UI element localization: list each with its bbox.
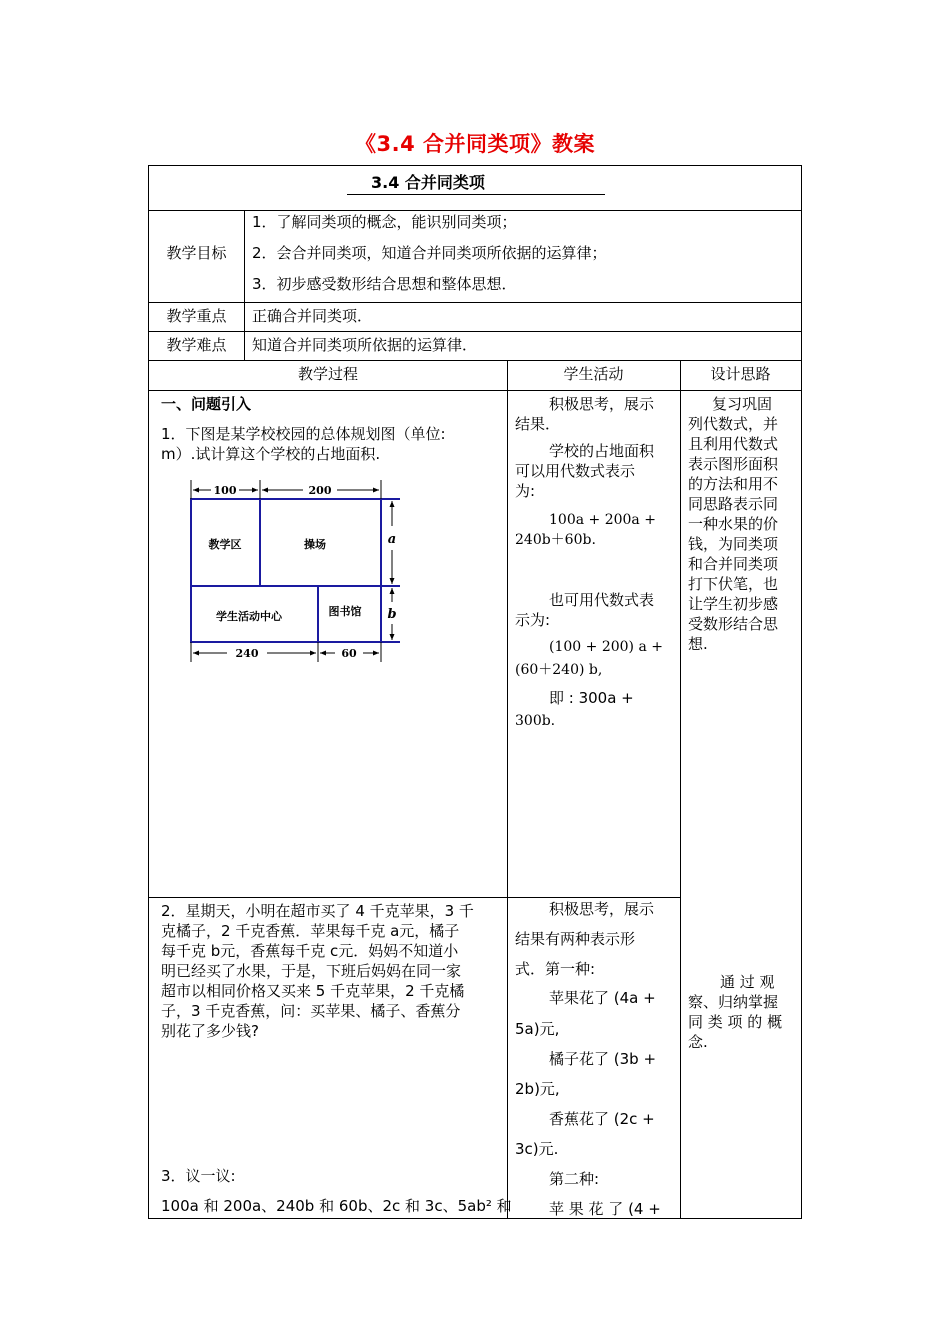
- divider: [680, 360, 681, 1218]
- difficulty-label: 教学难点: [166, 336, 227, 354]
- divider: [149, 360, 801, 361]
- student-text: 也可用代数式表: [549, 591, 655, 609]
- question-3-terms: 100a 和 200a、240b 和 60b、2c 和 3c、5ab² 和: [161, 1197, 512, 1215]
- question-1-line-1: 1．下图是某学校校园的总体规划图（单位:: [161, 425, 446, 443]
- lesson-plan-table: [148, 165, 802, 1219]
- question-2-line: 明已经买了水果，于是，下班后妈妈在同一家: [161, 962, 462, 980]
- student-text: 示为:: [515, 611, 551, 629]
- region-library: 图书馆: [328, 605, 362, 618]
- design-text: 的方法和用不: [688, 475, 779, 493]
- column-header-process: 教学过程: [297, 365, 358, 383]
- objective-1: 1．了解同类项的概念，能识别同类项；: [252, 213, 517, 231]
- student-text: 香蕉花了 (2c +: [549, 1110, 655, 1128]
- design-text: 通 过 观: [720, 973, 775, 991]
- header-band-title: 3.4 合并同类项: [371, 173, 485, 192]
- student-formula: 即 : 300a +: [549, 689, 634, 707]
- divider: [149, 210, 801, 211]
- student-formula: (60＋240) b,: [515, 662, 603, 678]
- design-text: 察、归纳掌握: [688, 993, 779, 1011]
- student-text: 积极思考，展示: [549, 395, 655, 413]
- student-text: 5a)元,: [515, 1020, 560, 1038]
- question-2-line: 2．星期天，小明在超市买了 4 千克苹果，3 千: [161, 902, 474, 920]
- dimension-label-240: 240: [235, 647, 259, 660]
- question-2-line: 别花了多少钱?: [161, 1022, 259, 1040]
- student-text: 式．第一种:: [515, 960, 596, 978]
- focus-text: 正确合并同类项．: [252, 307, 373, 325]
- divider: [149, 302, 801, 303]
- dimension-label-200: 200: [308, 484, 332, 497]
- section-heading: 一、问题引入: [161, 395, 252, 413]
- design-text: 受数形结合思: [688, 615, 779, 633]
- divider: [149, 331, 801, 332]
- student-text: 3c)元.: [515, 1140, 559, 1158]
- design-text: 同 类 项 的 概: [688, 1013, 783, 1031]
- design-text: 复习巩固: [712, 395, 773, 413]
- dimension-label-a: a: [387, 532, 397, 547]
- question-2-line: 子，3 千克香蕉，问：买苹果、橘子、香蕉分: [161, 1002, 461, 1020]
- divider: [149, 897, 680, 898]
- design-text: 钱，为同类项: [688, 535, 779, 553]
- dimension-label-b: b: [387, 607, 397, 622]
- campus-plan-diagram: [185, 478, 409, 664]
- student-formula: (100 + 200) a +: [549, 639, 663, 655]
- difficulty-text: 知道合并同类项所依据的运算律．: [252, 336, 478, 354]
- design-text: 念.: [688, 1033, 708, 1051]
- page-title: 《3.4 合并同类项》教案: [354, 132, 595, 156]
- student-text: 橘子花了 (3b +: [549, 1050, 657, 1068]
- student-formula: 100a + 200a +: [549, 512, 656, 528]
- column-header-student: 学生活动: [563, 365, 624, 383]
- dimension-label-100: 100: [213, 484, 237, 497]
- header-band-underline: [347, 194, 605, 195]
- student-text: 结果有两种表示形: [515, 930, 636, 948]
- region-activity-center: 学生活动中心: [216, 610, 282, 623]
- question-1-line-2: m）.试计算这个学校的占地面积.: [161, 445, 381, 463]
- design-text: 列代数式，并: [688, 415, 779, 433]
- student-text: 可以用代数式表示: [515, 462, 636, 480]
- divider: [244, 210, 245, 360]
- divider: [507, 360, 508, 1218]
- student-text: 苹果花了 (4a +: [549, 989, 656, 1007]
- objectives-label: 教学目标: [166, 244, 227, 262]
- student-text: 2b)元,: [515, 1080, 560, 1098]
- objective-3: 3．初步感受数形结合思想和整体思想．: [252, 275, 517, 293]
- question-2-line: 每千克 b元，香蕉每千克 c元．妈妈不知道小: [161, 942, 459, 960]
- column-header-design: 设计思路: [710, 365, 771, 383]
- focus-label: 教学重点: [166, 307, 227, 325]
- design-text: 一种水果的价: [688, 515, 779, 533]
- dimension-label-60: 60: [341, 647, 357, 660]
- student-formula: 300b.: [515, 713, 556, 729]
- design-text: 让学生初步感: [688, 595, 779, 613]
- design-text: 表示图形面积: [688, 455, 779, 473]
- question-2-line: 克橘子，2 千克香蕉．苹果每千克 a元，橘子: [161, 922, 460, 940]
- question-3-heading: 3．议一议:: [161, 1167, 236, 1185]
- student-text: 为:: [515, 482, 536, 500]
- design-text: 且利用代数式: [688, 435, 779, 453]
- design-text: 和合并同类项: [688, 555, 779, 573]
- student-formula: 240b＋60b.: [515, 532, 596, 548]
- design-text: 同思路表示同: [688, 495, 779, 513]
- region-teaching-area: 教学区: [208, 538, 242, 551]
- student-text: 第二种:: [549, 1170, 600, 1188]
- question-2-line: 超市以相同价格又买来 5 千克苹果，2 千克橘: [161, 982, 465, 1000]
- divider: [149, 390, 801, 391]
- student-text: 结果．: [515, 415, 561, 433]
- design-text: 打下伏笔，也: [688, 575, 779, 593]
- design-text: 想.: [688, 635, 708, 653]
- student-text: 苹 果 花 了 (4 +: [549, 1200, 661, 1218]
- student-text: 学校的占地面积: [549, 442, 655, 460]
- student-text: 积极思考，展示: [549, 900, 655, 918]
- region-playground: 操场: [304, 538, 326, 551]
- objective-2: 2．会合并同类项，知道合并同类项所依据的运算律；: [252, 244, 607, 262]
